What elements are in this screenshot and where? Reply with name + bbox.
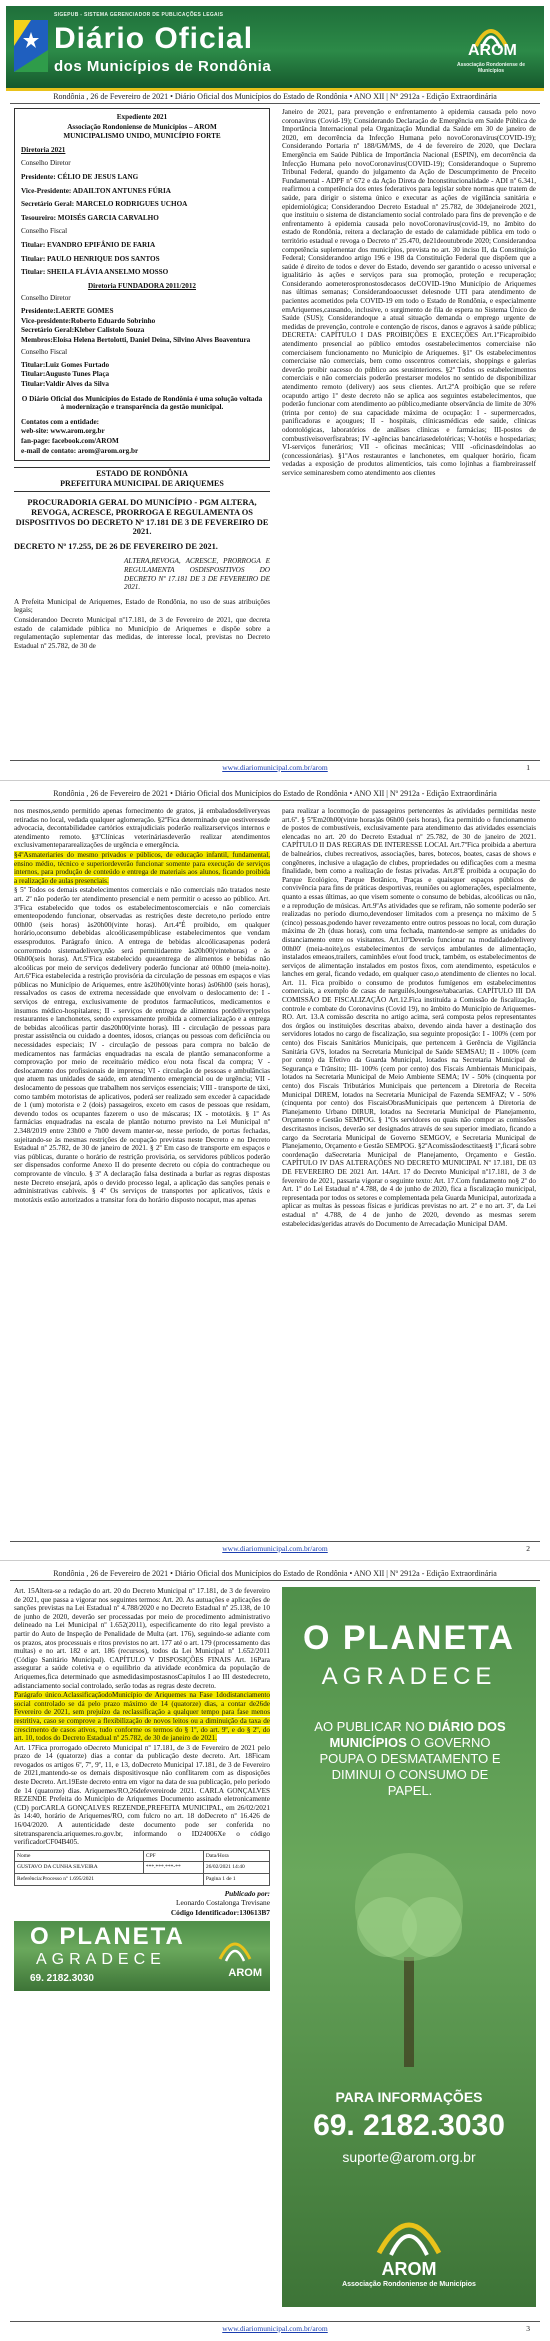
decree-preamble: A Prefeita Municipal de Ariquemes, Estado de Rondônia, no uso de suas atribuições legais; [14, 597, 270, 615]
contact-email[interactable]: e-mail de contato: arom@arom.org.br [21, 446, 139, 455]
ad-email[interactable]: suporte@arom.org.br [342, 2149, 476, 2165]
page-number: 3 [526, 2324, 530, 2333]
left-column [14, 807, 270, 1205]
conselho-diretor-2-label: Conselho Diretor [21, 294, 71, 303]
ad-arom-emblem-icon [359, 2197, 459, 2257]
ad-message-b: DIÁRIO DOS MUNICÍPIOS [329, 1719, 506, 1750]
publisher-name: Leonardo Costalonga Trevisane [175, 1898, 270, 1908]
expediente-box [14, 108, 270, 461]
sig-col-name: Nome [15, 1850, 144, 1862]
decree-body-p1-right: Janeiro de 2021, para prevenção e enfrentamento à epidemia causada pelo novo coronavírus (Covid-19); Considerando Declaração de Emergência em Saúde Pública de Importância Internacional pela Organização Mundial da Saúde em 30 de janeiro de 2020, em decorrência da Infecção Humana pelo novoCoronavírus(COVID-19); Considerando Portaria nº 188/GM/MS, de 4 de fevereiro de 2020, que Declara Emergência em Saúde Pública de Importância Nacional (ESPIN), em decorrência da Infecção Humana pelo novoCoronavírus(COVID-19); Considerandoque o Supremo Tribunal Federal, quando do julgamento da Ação de Descumprimento de Preceito Fundamental - ADPF nº 672 e da Ação Direta de Inconstitucionalidade - ADI nº 6.341, reafirmou a competência dos entes federativos para legislar sobre normas que tratem de saúde, para dirigir o sistema único e executar as ações de vigilância sanitária e epidemiológica; Considerandoo Decreto Estadual nº 25.782, de 30dejaneirode 2021, que instituiu o sistema de distanciamento social controlado para fins de prevenção e de enfrentamento à epidemia causada pelo novoCoronavírus(covid-19, no âmbito do estado de Rondônia, reitera a declaração de estado de calamidade pública em todo o território estadual e revoga o Decreto nº 25.470, de21deoutubrode 2020; Considerandoa competência suplementar dos municípios, prevista no art. 30 inciso II, da Constituição Federal; Considerandoo artigo 196 e 198 da Constituição Federal que dispõem que a saúde é direito de todos e dever do Estado, devendo ser garantido o acesso universal e igualitário às ações e serviços para sua promoção, proteção e recuperação; Considerando aometerospronostosdecasos deCOVID-19no Município de Ariquemes nas últimas semanas; Considerandoaocusset delesnode UTI para atendimento de pacientes acometidos pela COVID-19 em todo o Estado de Rondônia, e especialmente emAriquemes,causando, inclusive, o surgimento de fila de espera no Sistema Único de Saúde (SUS); Considerandoque a atual situação demanda o emprego urgente de medidas de prevenção, controle e contenção de riscos, danos e agravos à saúde pública; DECRETA: CAPÍTULO I DAS PROIBIÇÕES E EXCEÇÕES Art.1ºFicaproibido atendimento presencial ao público emtodos osestabelecimentos comerciaise não comerciaisem funcionamento no Município de Ariquemes. §1º Os estabelecimentos comerciaise não comerciais, bem como osscentros comerciais, shoppings e galerias deverão proibir oacesso do público aos seusinteriores. §2º Todos os estabelecimentos comerciais e não comerciais poderão prestarser modelos no sentido de disponibilizar atendimento remoto (delivery) aos seus clientes. Art.2ºA proibição que se refere ocaputdo artigo 1º deste decreto não se aplica aos seguintes estabelecimentos, que poderão funcionar com atendimento ao público,mediante observância de limite de 30% (trinta por cento) de sua capacidade máxima de ocupação: I - supermercados, panificadoras e açougues; II - hospitais, clínicasmédicas ede saúde, clínicas odontológicas, laboratórios de análises clínicas e farmácias; III-postos de combustíveisoverfisrabras; IV -agências bancáriasedelotéricas; V-hotéis e hospedarias; VI-serviços funerários; VII - oficinas mecânicas; VIII -oficinasdeíndolas ao (concessionárias). §1ºAos restaurantes e lanchonetes, em qualquer horário, ficam vedadas a exposição de produtos alimentícios, tais como lojinhas a fiambreirasself service seminaresbem como atendimento aos clientes [282, 108, 536, 477]
small-arom-emblem-icon [210, 1929, 260, 1963]
city-prefeitura: PREFEITURA MUNICIPAL DE ARIQUEMES [60, 478, 224, 488]
header-tagline: SIGEPUB - SISTEMA GERENCIADOR DE PUBLICAÇÕES LEGAIS [54, 12, 224, 18]
page-2 [0, 780, 550, 1561]
fiscal-titular-3: Titular: SHEILA FLÁVIA ANSELMO MOSSO [21, 268, 169, 277]
page-number: 1 [526, 763, 530, 772]
small-ad-line1: O PLANETA [30, 1923, 185, 1951]
ad-logo-text: AROM [381, 2259, 437, 2279]
footer [10, 2321, 540, 2333]
sig-col-date: Data/Hora [203, 1850, 269, 1862]
page-3 [0, 1560, 550, 2341]
footer-link[interactable]: www.diariomunicipal.com.br/arom [222, 2324, 328, 2333]
sig-cpf: ***.***.***-** [143, 1862, 203, 1874]
treasurer: Tesoureiro: MOISÉS GARCIA CARVALHO [21, 213, 159, 222]
president: Presidente: CÉLIO DE JESUS LANG [21, 172, 139, 181]
small-ad-line2: AGRADECE [36, 1951, 166, 1969]
small-ad-logo: AROM [228, 1967, 262, 1980]
decree-body-p2-right: para realizar a locomoção de passageiros pertencentes às atividades permitidas neste art.6º. § 5ºEm20h00(vinte horas)às 06h00 (seis horas), fica permitido o funcionamento de postos de combustíveis, exclusivamente para atendimento das atividades essenciais elencadas no art. 20 do Decreto Estadual nº 25.782, de 30 de janeiro de 2021. CAPÍTULO II DAS REGRAS DE INTERESSE LOCAL Art.7ºFica proibida a abertura de balneários, clubes recreativos, associações, bares, botecos, boates, casas de shows e congêneres, inclusive a ulagação de clubes, propriedades ou edificações com a mesma finalidade, bem como a realização de festas privadas. Art.8ºÉ proibida a ocupação do Parque Ecológico, Parque Botânico, Praças e quaisquer espaços públicos de convivência para fins de práticas desportivas, reuniões ou aglomerações, especialmente, quanto a essas últimas, ao que visem somente o consumo de bebidas, alcoólicas ou não, e a reprodução de músicas. Art.9ºAs atividades que se refiram, não somente poderão ser realizadas no período diurno,devendoser limitados com a presença no máximo de 5 (cinco) pessoas,podendo haver revezamento entre outros pessoas no local, com duração máxima de 2h (duas horas), com uma fechada, mantendo-se sempre as unidades do distanciamento entre os visitantes. Art.10ºDeverão funcionar na modalidadedelivery 00h00' (meia-noite),os estabelecimentos de serviços ambulantes de alimentação, instalados emeaos,trailers, caminhões e/out food truck, também, os estabelecimentos de serviços de alimentação instalados em postos fixos, com atendimento, espetáculos e lanches em geral, ficando vedado, em qualquer caso,o atendimento de clientes no local. Art. 11. Fica proibido o consumo de produtos fumígenos em estabelecimentos comerciais, a exemplo de casas de narguilés,loungese/tabacarias. CAPÍTULO III DA COMISSÃO DE FISCALIZAÇÃO Art.12.Fica instituída a Comissão de fiscalização, controle e combate do Coronavírus (Covid 19), no âmbito do Município de Ariquemes-RO. Art. 13.A comissão descrita no artigo acima, será composta pelos representantes dos órgãos ou instituições descritas abaixo, devendo ainda haver a destinação dos servidores lotados no cargo de fiscalização, sua seguinte proposição: I - 100% (cem por cento) dos Fiscais Sanitários Municipais, que pertencem à Gerência de Vigilância Sanitária GVS, lotados na Secretaria Municipal de Saúde SEMSAU; II - 100% (cem por cento) da Efetivo da Guarda Municipal, lotados na Secretaria Municipal de Segurança e Trânsito; III- 100% (cem por cento) dos Fiscais Ambientais Municipais, lotados na Secretaria Municipal de Meio Ambiente SEMA; IV - 50% (cinquenta por cento) dos Fiscais Tributários Municipais que pertencem a Diretoria de Receita Municipal DIREM, lotados na Secretaria Municipal de Fazenda SEMFAZ; V - 50% (cinquenta por cento) dos FiscaisObrasMunicipais que pertencem à Diretoria de Planejamento Urbano DIRUR, lotados na Secretaria Municipal de Planejamento, Orçamento e Gestão SEMPOG. § 1ºOs servidores ou quais não compor as comissões descritasnos incisos, deverão ser designados através de seu superior imediato, ficando a cargo da Secretaria Municipal de Governo SEMGOV, e Secretaria Municipal de Planejamento, Orçamento e Gestão SEMPOG. §2ºAcomissãodesctitaest§ 1º,ficará sobre coordenação daSecretaria Municipal de Planejamento, Orçamento e Gestão. CAPÍTULO IV DAS ALTERAÇÕES NO DECRETO MUNICIPAL Nº 17.181, DE 03 DE FEVEREIRO DE 2021 Art. 14Art. 17 do Decreto Municipal nº17.181, de 3 de fevereiro de 2021, passaria vigorar o seguinte texto: Art. 17.Com fundamento no§ 2º do Art. 1º do Lei Estadual nº 4.788, de 4 de junho de 2020, fica a fiscalização municipal, representada por todos os setores e complementada pela Guarda Municipal, autorizada a aplicar as multas às pessoas físicas e jurídicas previstas no art. 2º e no art. 3º, da Lei estadual nº 4.788, de 4 de junho de 2020, devendo as mesmas serem estabelecidas/geridas através do Documento de Arrecadação Municipal DAM. [282, 807, 536, 1228]
signature-table [14, 1850, 270, 1886]
footer [10, 1541, 540, 1553]
founder-fiscal-2: Titular:Augusto Tunes Plaça [21, 370, 110, 379]
decree-body-p3-b: Art. 17Fica prorrogado oDecreto Municipal nº 17.181, de 3 de Fevereiro de 2021 pelo prazo de 14 (quatorze) dias a contar da publicação deste decreto. Art. 18Ficam revogados os artigos 6º, 7º, 9º, 11, e 13, doDecreto Municipal 17.181, de 3 de Fevereiro de 2021,mantendo-se os demais dispositivosque não conflitarem com as disposições deste Decreto. Art.19Este decreto entra em vigor na data de sua publicação, pelo período de 14 (quatorze) dias. Ariquemes/RO,26defevereirode 2021. CARLA GONÇALVES REZENDE Prefeita do Município de Ariquemes Documento assinado eletronicamente (CD) porCARLA GONÇALVES REZENDE,PREFEITA MUNICIPAL, em 26/02/2021 às 14:40, horário de Ariquemes/RO, com fulcro no art. 18 doDecreto nº 16.426 de 16/04/2020. A autenticidade deste documento pode ser conferida no sitetransparencia.ariquemes.ro.gov.br, informando o ID24006Xe o código verificadorCF04B405. [14, 1743, 270, 1847]
footer-link[interactable]: www.diariomunicipal.com.br/arom [222, 1544, 328, 1553]
expediente-org: Associação Rondoniense de Municípios – AROM [67, 122, 217, 131]
vice-president: Vice-Presidente: ADAILTON ANTUNES FÚRIA [21, 186, 171, 195]
highlighted-paragraph: §4ºAsmateriaries do mesmo privados e públicos, de educação infantil, fundamental, ensino médio, técnico e superiordeverão funcionar somente para execução de serviços internos, para produção de conteúdo e entrega de materiais aos alunos, ficando proibida a realização de aulas presenciais. [14, 850, 270, 885]
rondonia-flag-icon [14, 20, 48, 72]
fiscal-titular-2: Titular: PAULO HENRIQUE DOS SANTOS [21, 254, 160, 263]
sig-page: Pagina 1 de 1 [203, 1874, 269, 1886]
conselho-fiscal-label: Conselho Fiscal [21, 227, 68, 236]
running-head: Rondônia , 26 de Fevereiro de 2021 • Diário Oficial dos Municípios do Estado de Rondônia • ANO XII | Nº 2912a - Edição Extraordinária [10, 1569, 540, 1581]
publication-info [14, 1890, 270, 1918]
contact-heading: Contatos com a entidade: [21, 417, 100, 426]
sig-date: 26/02/2021 14:40 [203, 1862, 269, 1874]
ad-message [310, 1719, 510, 1799]
header-banner [6, 6, 544, 91]
state-name: ESTADO DE RONDÔNIA [96, 469, 188, 479]
conselho-diretor-label: Conselho Diretor [21, 159, 71, 168]
small-planet-ad[interactable] [14, 1921, 270, 1991]
decree-body-p3-a: Art. 15Altera-se a redação do art. 20 do Decreto Municipal nº 17.181, de 3 de fevereiro de 2021, que passa a vigorar nos seguintes termos: Art. 20. As autuações e aplicações de sanções previstas na Lei Estadual nº 4.788/2020 e no Decreto Estadual nº 25.138, de 10 de junho de 2020, deverão ser processadas por meio de procedimento administrativo delineado na Lei Municipal nº 1.652(2011), especificamente do rito legal previsto a partir do Auto de Inspeção de Penalidade de Multa (art. 176), seguindo-se adiante com os prazos, atos processuais e ritos previstos no art. 177 até o art. 179 (processamento das multas) e no art. 182 e art. 186 (recursos), todos da Lei Municipal nº 1.652/2011 (Código Sanitário Municipal). CAPÍTULO V DISPOSIÇÕES FINAIS Art. 16Para assegurar a saúde coletiva e o equilíbrio da atividade econômica da população de Ariquemes,fica determinado que asmedidasimpostasnosCapítulos I ao III destedecreto, adistanciamento social controlado, serão todas as regras deste decreto. [14, 1587, 270, 1690]
contact-site[interactable]: web-site: www.arom.org.br [21, 427, 105, 436]
small-ad-phone: 69. 2182.3030 [30, 1973, 94, 1985]
footer [10, 760, 540, 772]
right-column [282, 108, 536, 479]
ad-title-line1: O PLANETA [303, 1619, 515, 1657]
expediente-heading: Expediente 2021 [116, 113, 168, 121]
expediente-motto: MUNICIPALISMO UNIDO, MUNICÍPIO FORTE [63, 132, 221, 141]
decree-number: DECRETO Nº 17.255, DE 26 DE FEVEREIRO DE 2021. [14, 541, 218, 551]
decree-body-p2-left-a: nos mesmos,sendo permitido apenas fornecimento de gratos, já embaladosdeliveryeas retiradas no local, vedada qualquer aglomeração. §2ºFica determinado que oestiveressde advocacia, decontabilidadee cartórios extrajudiciais poderão realizarserviços internos e atendimento remoto. §3ºClínicas veterináriasdeverão realizar atendimentos exclusivamentepararealizações de urgência e emergência. [14, 807, 270, 850]
mission-statement: O Diário Oficial dos Municípios do Estado de Rondônia é uma solução voltada à modernização e transparência da gestão municipal. [21, 394, 263, 412]
founder-members: Membros:Eloísa Helena Bertolotti, Daniel Deina, Silvino Alves Boaventura [21, 335, 251, 344]
page-number: 2 [526, 1544, 530, 1553]
decree-body-p2-left-b: § 5º Todos os demais estabelecimentos comerciais e não comerciais não tratados neste art. 2º não poderão ter atendimento presencial e nem permitir o acesso ao público. Art. 3ºFica estabelecido que todos os estabelecimentoscomerciais e não comerciais ementeopodendo funcionar, observadas as restrições deste decreto,no período entre 00h00 (seis horas) às20h00(vinte horas). Art.4ºÉ proibido, em qualquer horário,oconsumo debebidas alcoólicasempúblicase estabelecimentos que vendam essesprodutos. Parágrafo único. A entrega de bebidas alcoólicasapenas poderá ocorrermodo sistemadelivery,não será permitidaentre às20h00(vintehoras) e às 06h00(seis horas). Art.5ºFica estabelecido queaentrega de alimentos e bebidas não alcoólicas por meio de serviços dedelivery poderão funcionar até 00h00 (meia-noite). Art.6ºFica estabelecida a restrição provisória da circulação de pessoas em espaços e vias públicas no Município de Ariquemes, entre às20h00(vinte horas) às06h00 (seis horas), ressalvados os casos de extrema necessidade que envolvam o deslocamento de: I - serviços de entrega, exclusivamente de produtos farmacêuticos, medicamentos e insumos médico-hospitalares; II - serviços de entrega de alimentos pordeliverypelos restaurantes e lanchonetes, sendo expressamente proibida a comercialização e a entrega de bebidas alcoólicas partir das20h00(vinte horas). III - circulação de pessoas para prestar assistência ou cuidado a doentes, idosos, crianças ou pessoas com deficiência ou necessidades especiais; IV - circulação de pessoas para compra no balcão de medicamentos nas farmácias enquadradas na escala de plantão semanaconforme a comprovação por meio de receituário médico e/ou nota fiscal da compra; V - deslocamento dos profissionais de imprensa; VI - circulação de pessoas e ambulâncias que atuem nas unidades de saúde, em atendimento emergencial ou de urgência; VII - deslocamento de pessoas que trabalhem nos serviços essenciais; VIII - transporte de táxi, como também motoristas de aplicativos, poderá ser realizado sem exceder à capacidade de 1 (um) motorista e 2 (dois) passageiros, exceto em casos de pessoas que residam, devendo todos os ocupantes fazerem o uso de máscaras; IX - mototáxis. § 1º As farmácias enquadradas na escala de plantão noturno previsto na Lei Municipal nº 2.348/2019 entre 23h00 e 7h00 devem manter-se, nesse período, de portas fechadas, sujeitando-se às mesmas restrições de ocupação previstas neste Decreto e no Decreto Estadual nº 25.782, de 30 de janeiro de 2021. § 2º Em caso de transporte em espaços e vias públicas, durante o horário de restrição provisória, os servidores públicos poderão ser dispensados conforme Anexo II do presente decreto ou cópia do contracheque ou comprovante de vínculo. § 3º A declaração falsa destinada a burlar as regras dispostas neste Decreto ensejará, após o devido processo legal, a aplicação das sanções penais e administrativas cabíveis. § 4º Os serviços de transportes por aplicativos, táxis e mototáxis estão autorizados a transitar fora do horário disposto nocaput, mas apenas [14, 886, 270, 1204]
founder-vice: Vice-presidente:Roberto Eduardo Sobrinho [21, 316, 156, 325]
ad-info-label: PARA INFORMAÇÕES [335, 2089, 483, 2105]
arom-logo-text: AROM [468, 42, 517, 59]
founder-fiscal-3: Titular:Valdir Alves da Silva [21, 380, 109, 389]
header-subtitle: dos Municípios de Rondônia [54, 58, 272, 75]
ad-phone[interactable]: 69. 2182.3030 [313, 2109, 505, 2142]
secretary: Secretário Geral: MARCELO RODRIGUES UCHOA [21, 200, 188, 209]
left-column [14, 108, 270, 651]
ad-message-a: AO PUBLICAR NO [314, 1719, 429, 1734]
ad-logo-subtitle: Associação Rondoniense de Municípios [342, 2281, 476, 2288]
published-by-label: Publicado por: [224, 1888, 270, 1898]
decree-considering-1: Considerandoo Decreto Municipal nº17.181, de 3 de Fevereiro de 2021, que decreta estado de calamidade pública no Município de Ariquemes e dispõe sobre a regulamentação suplementar das medidas, de interesse local, previstas no Decreto Estadual nº 25.782, de 30 de [14, 615, 270, 650]
running-head: Rondônia , 26 de Fevereiro de 2021 • Diário Oficial dos Municípios do Estado de Rondônia • ANO XII | Nº 2912a - Edição Extraordinária [10, 92, 540, 104]
municipality-header [14, 467, 270, 492]
fiscal-titular-1: Titular: EVANDRO EPIFÂNIO DE FARIA [21, 240, 156, 249]
decree-ementa: ALTERA,REVOGA, ACRESCE, PRORROGA E REGULAMENTA OSDISPOSITIVOS DO DECRETO Nº 17.181 DE 3 DE FEVEREIRO DE 2021. [124, 557, 270, 592]
footer-link[interactable]: www.diariomunicipal.com.br/arom [222, 763, 328, 772]
page-1 [0, 0, 550, 780]
founder-secretary: Secretário Geral:Kleber Calistolo Souza [21, 326, 145, 335]
fundadora-heading: Diretoria FUNDADORA 2011/2012 [87, 281, 197, 290]
diretoria-heading: Diretoria 2021 [21, 145, 66, 154]
left-column [14, 1587, 270, 1991]
header-title: Diário Oficial [54, 22, 254, 55]
ad-title-line2: AGRADECE [321, 1663, 497, 1690]
contact-facebook[interactable]: fan-page: facebook.com/AROM [21, 437, 119, 446]
founder-president: Presidente:LAERTE GOMES [21, 306, 114, 315]
right-column [282, 807, 536, 1229]
act-title: PROCURADORIA GERAL DO MUNICÍPIO - PGM ALTERA, REVOGA, ACRESCE, PRORROGA E REGULAMENTA OS DISPOSITIVOS DO DECRETO Nº 17.181 DE 3 DE FEVEREIRO DE 2021. [15, 498, 269, 537]
founder-fiscal-1: Titular:Luiz Gomes Furtado [21, 360, 110, 369]
planet-ad[interactable] [282, 1587, 536, 2307]
sig-name: GUSTAVO DA CUNHA SILVEIRA [15, 1862, 144, 1874]
arom-logo-subtitle: Associação Rondoniense de Municípios [456, 62, 526, 74]
conselho-fiscal-2-label: Conselho Fiscal [21, 348, 68, 357]
sig-col-cpf: CPF [143, 1850, 203, 1862]
ad-message-c: O GOVERNO POUPA O DESMATAMENTO E DIMINUI O CONSUMO DE PAPEL. [319, 1735, 501, 1798]
sig-process: Referência:Processo nº 1.695/2021 [15, 1874, 204, 1886]
arom-logo [446, 16, 536, 78]
identifier-code: Código Identificador:130613B7 [170, 1907, 270, 1917]
tree-icon [352, 1827, 466, 2067]
running-head: Rondônia , 26 de Fevereiro de 2021 • Diário Oficial dos Municípios do Estado de Rondônia • ANO XII | Nº 2912a - Edição Extraordinária [10, 789, 540, 801]
highlighted-paragraph: Parágrafo único.AclassificaçãodoMunicípio de Ariquemes na Fase 1dodistanciamento social controlado se dá pelo prazo máximo de 14 (quatorze) dias, a contar de26de Fevereiro de 2021, sem prejuízo da reclassificação a qualquer tempo para fase menos restritiva, caso se comprove a flexibilização de novos leitos ou a diminuição da taxa de crescimento de casos ativos, tudo conforme os termos do § 1º, do art. 9º, e do § 2º, do art. 10, todos do Decreto Estadual nº 25.782, de 30 de janeiro de 2021. [14, 1691, 270, 1743]
